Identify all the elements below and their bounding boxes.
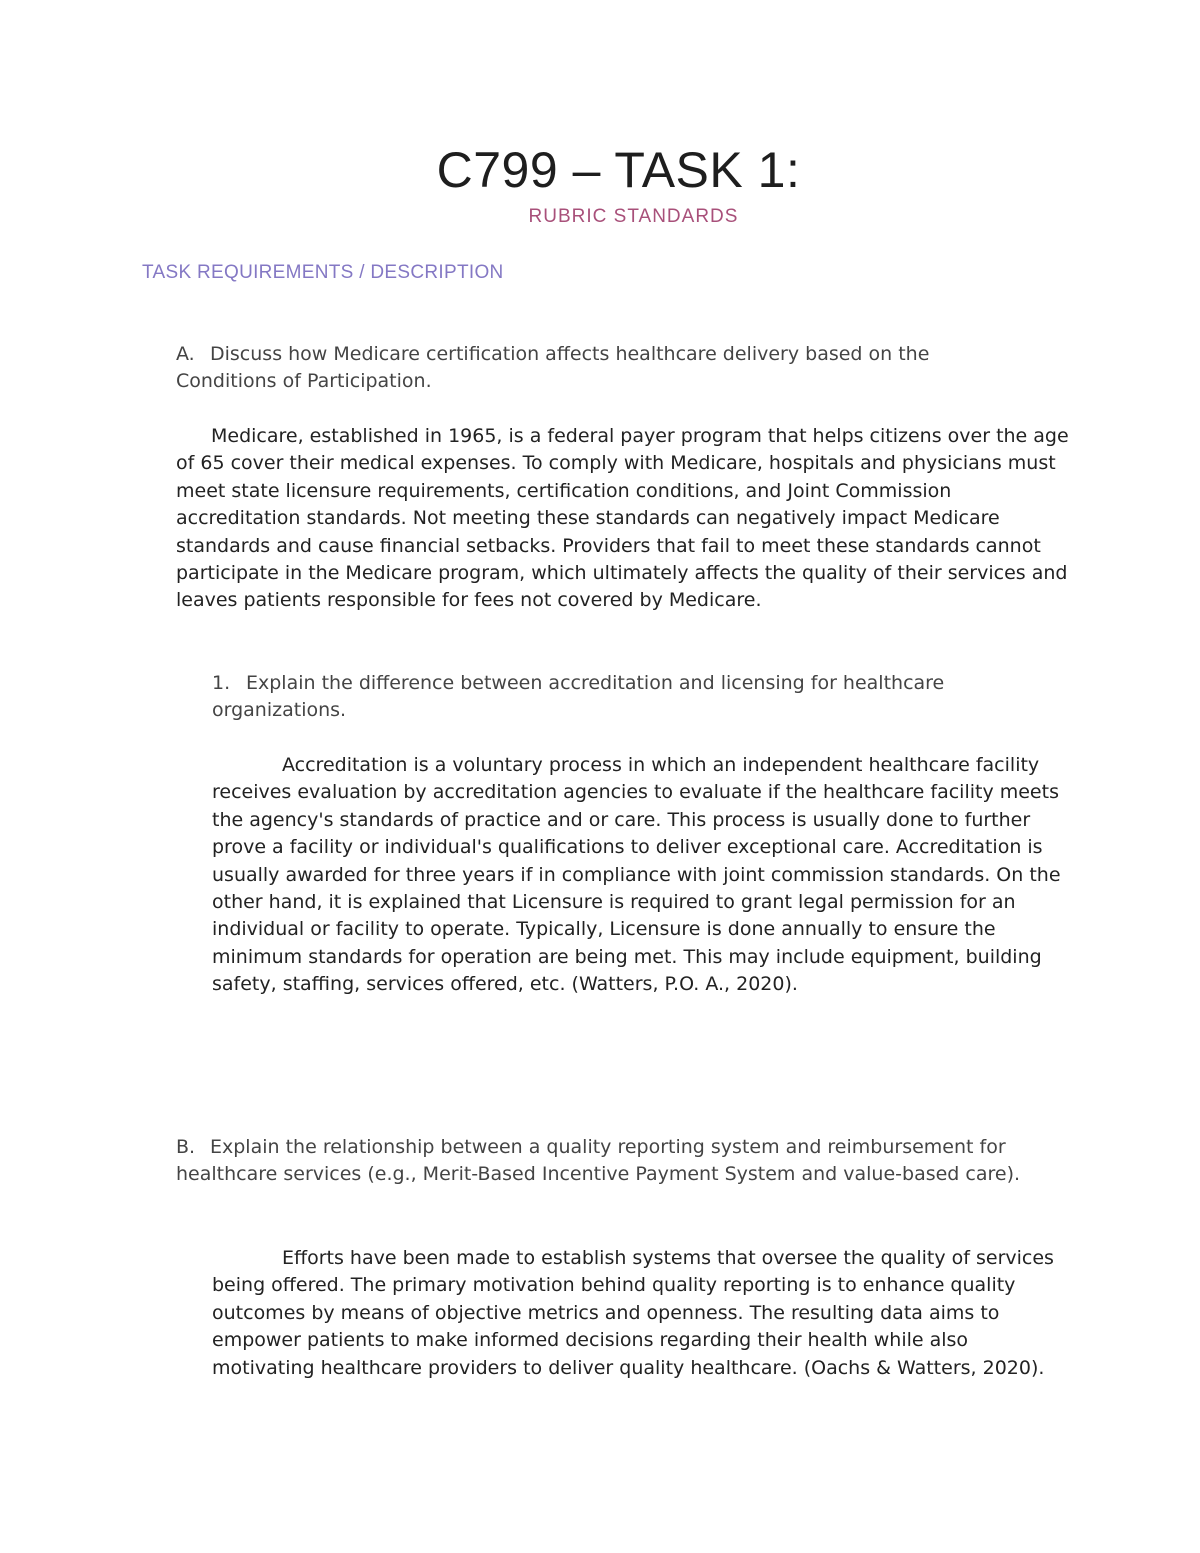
answer-a: Medicare, established in 1965, is a federal payer program that helps citizens over the age of 65 cover their medical expenses. To comply with Medicare, hospitals and physicians must meet state licensure requirements, certification conditions, and Joint Commission accreditation standards. Not meeting these standards can negatively impact Medicare standards and cause financial setbacks. Providers that fail to meet these standards cannot participate in the Medicare program, which ultimately affects the quality of their services and leaves patients responsible for fees not covered by Medicare. (176, 425, 1069, 612)
question-a1 (212, 670, 1012, 725)
section-heading: TASK REQUIREMENTS / DESCRIPTION (142, 262, 504, 283)
question-a (176, 341, 1016, 396)
document-title: C799 – TASK 1: (436, 142, 801, 198)
question-a1-text: Explain the difference between accreditation and licensing for healthcare organizations. (212, 672, 945, 722)
question-a1-label: 1. (212, 672, 231, 694)
answer-b: Efforts have been made to establish systems that oversee the quality of services being offered. The primary motivation behind quality reporting is to enhance quality outcomes by means of objective metrics and openness. The resulting data aims to empower patients to make informed decisions regarding their health while also motivating healthcare providers to deliver quality healthcare. (Oachs & Watters, 2020). (212, 1247, 1054, 1379)
question-b (176, 1134, 1056, 1189)
question-b-text: Explain the relationship between a quality reporting system and reimbursement for healthcare services (e.g., Merit-Based Incentive Payment System and value-based care). (176, 1136, 1021, 1186)
question-b-label: B. (176, 1136, 196, 1158)
document-subtitle: RUBRIC STANDARDS (528, 206, 739, 227)
question-a-text: Discuss how Medicare certification affects healthcare delivery based on the Conditions of Participation. (176, 343, 930, 393)
answer-a1: Accreditation is a voluntary process in which an independent healthcare facility receives evaluation by accreditation agencies to evaluate if the healthcare facility meets the agency's standards of practice and or care. This process is usually done to further prove a facility or individual's qualifications to deliver exceptional care. Accreditation is usually awarded for three years if in compliance with joint commission standards. On the other hand, it is explained that Licensure is required to grant legal permission for an individual or facility to operate. Typically, Licensure is done annually to ensure the minimum standards for operation are being met. This may include equipment, building safety, staffing, services offered, etc. (Watters, P.O. A., 2020). (212, 754, 1061, 996)
question-a-label: A. (176, 343, 195, 365)
